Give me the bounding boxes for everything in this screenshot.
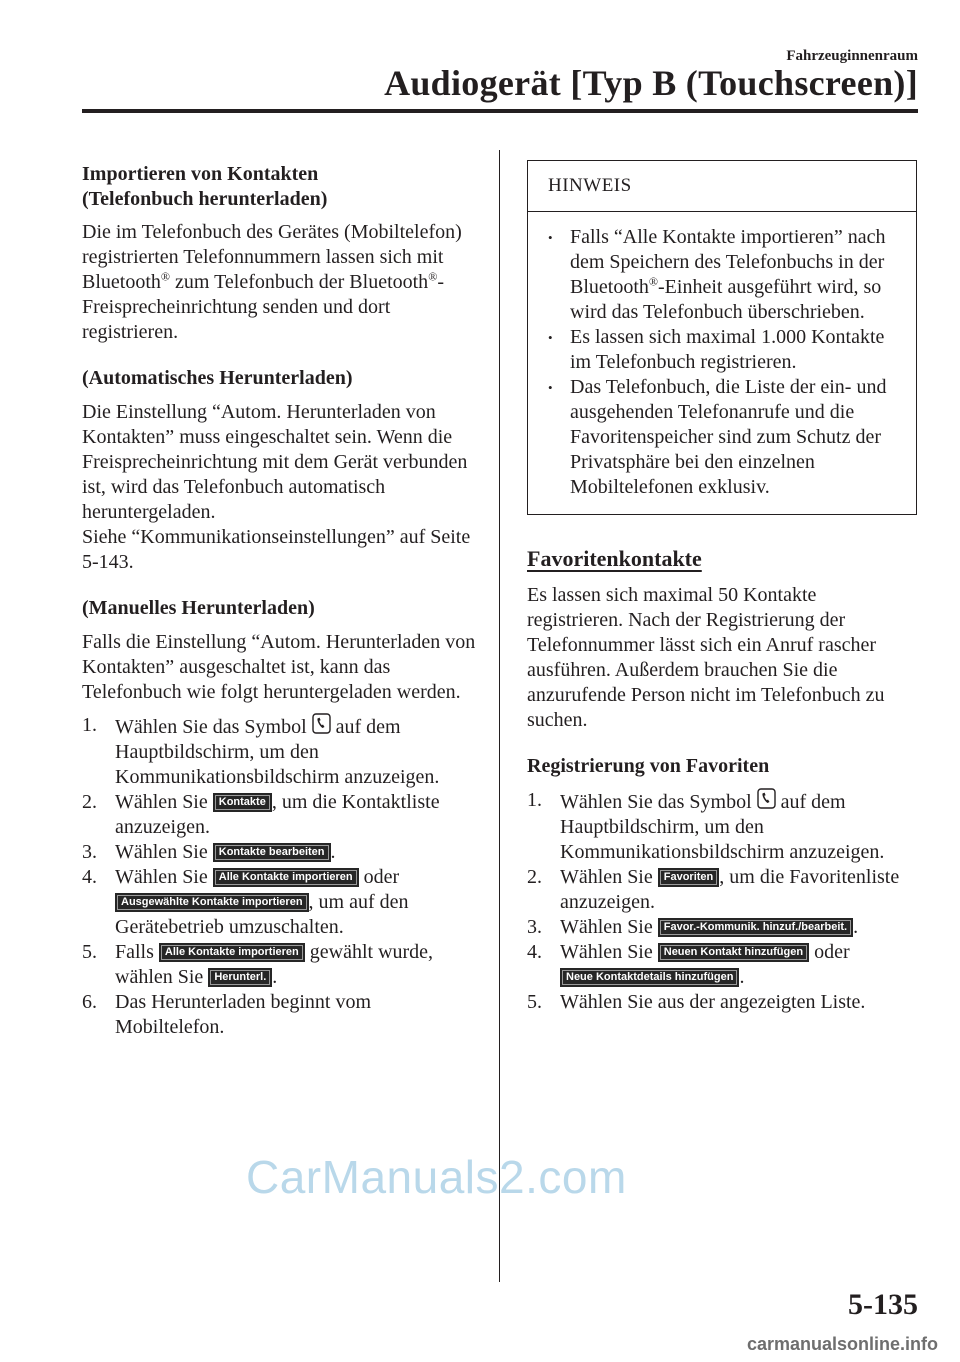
favorites-button: Favoriten <box>658 868 720 887</box>
add-new-contact-button: Neuen Kontakt hinzufügen <box>658 943 809 962</box>
auto-paragraph: Die Einstellung “Autom. Herunterladen von Kontakten” muss eingeschaltet sein. Wenn die Freisprecheinrichtung mit dem Gerät verbunden ist, wird das Telefonbuch automatisch heruntergeladen. <box>82 401 468 523</box>
phone-icon <box>757 788 776 809</box>
step-item <box>527 940 917 990</box>
intro-text-a: Die im Telefonbuch des Gerätes (Mobiltelefon) registrierten Telefonnummern lassen sich mit Bluetooth <box>82 221 462 293</box>
step-text: gewählt wurde, wählen Sie <box>115 941 434 988</box>
note-title: HINWEIS <box>528 161 916 212</box>
favorite-steps <box>527 788 917 1015</box>
step-text: . <box>853 916 859 938</box>
step-text: auf dem Hauptbildschirm, um den Kommunikationsbildschirm anzuzeigen. <box>560 791 885 863</box>
add-contact-details-button: Neue Kontaktdetails hinzufügen <box>560 968 739 987</box>
step-item <box>82 840 482 865</box>
contacts-button: Kontakte <box>213 793 272 812</box>
step-text: oder <box>809 941 850 963</box>
step-text: Wählen Sie <box>115 866 213 888</box>
step-text: , um auf den Gerätebetrieb umzuschalten. <box>115 891 409 938</box>
step-item <box>82 990 482 1040</box>
favorites-paragraph: Es lassen sich maximal 50 Kontakte registrieren. Nach der Registrierung der Telefonnummer lässt sich ein Anruf rascher ausführen. Außerdem brauchen Sie die anzurufende Person nicht im Telefonbuch zu suchen. <box>527 584 885 731</box>
step-number: 4. <box>527 941 542 963</box>
note-text: Falls “Alle Kontakte importieren” nach dem Speichern des Telefonbuchs in der Bluetooth <box>570 226 886 298</box>
note-bullet: • Es lassen sich maximal 1.000 Kontakte im Telefonbuch registrieren. <box>548 325 908 375</box>
step-text: . <box>739 966 745 988</box>
step-text: Falls <box>115 941 159 963</box>
step-text: Wählen Sie aus der angezeigten Liste. <box>560 991 866 1013</box>
registered-mark: ® <box>160 269 171 284</box>
step-number: 3. <box>82 841 97 863</box>
step-item <box>527 915 917 940</box>
step-item <box>527 865 917 915</box>
manual-heading: (Manuelles Herunterladen) <box>82 597 315 619</box>
step-number: 4. <box>82 866 97 888</box>
step-text: Wählen Sie das Symbol <box>115 716 312 738</box>
intro-text-c: -Freisprecheinrichtung senden und dort registrieren. <box>82 271 444 343</box>
step-number: 5. <box>527 991 542 1013</box>
section-label: Fahrzeuginnenraum <box>786 48 918 64</box>
register-heading: Registrierung von Favoriten <box>527 755 770 777</box>
section-heading <box>82 162 482 212</box>
step-number: 5. <box>82 941 97 963</box>
step-item <box>527 788 917 865</box>
step-item <box>82 865 482 940</box>
note-box <box>527 160 917 515</box>
step-text: Wählen Sie <box>115 841 213 863</box>
left-column <box>82 162 482 1040</box>
column-divider <box>499 150 500 1282</box>
step-item <box>82 940 482 990</box>
favorites-heading: Favoritenkontakte <box>527 546 702 571</box>
page-title: Audiogerät [Typ B (Touchscreen)] <box>384 63 918 103</box>
registered-mark: ® <box>648 274 659 289</box>
registered-mark: ® <box>428 269 438 284</box>
step-text: , um die Favoritenliste anzuzeigen. <box>560 866 900 913</box>
step-text: Wählen Sie <box>560 941 658 963</box>
step-number: 2. <box>82 791 97 813</box>
heading-line-2: (Telefonbuch herunterladen) <box>82 188 328 210</box>
step-text: , um die Kontaktliste anzuzeigen. <box>115 791 440 838</box>
auto-heading: (Automatisches Herunterladen) <box>82 367 353 389</box>
note-body <box>528 212 916 514</box>
edit-favorites-button: Favor.-Kommunik. hinzuf./bearbeit. <box>658 918 853 937</box>
step-item <box>82 713 482 790</box>
step-number: 3. <box>527 916 542 938</box>
step-text: Das Herunterladen beginnt vom Mobiltelefon. <box>115 991 372 1038</box>
page-number: 5-135 <box>848 1288 918 1321</box>
step-item <box>82 790 482 840</box>
watermark: CarManuals2.com <box>246 1151 627 1203</box>
step-number: 2. <box>527 866 542 888</box>
note-bullet <box>548 225 908 325</box>
header-rule <box>82 109 918 113</box>
step-item <box>527 990 917 1015</box>
auto-reference: Siehe “Kommunikationseinstellungen” auf Seite 5-143. <box>82 526 471 573</box>
step-text: Wählen Sie <box>560 866 658 888</box>
footer-url[interactable]: carmanualsonline.info <box>746 1334 938 1354</box>
step-text: . <box>272 966 278 988</box>
right-column <box>527 160 917 1015</box>
import-all-button: Alle Kontakte importieren <box>159 943 305 962</box>
import-selected-button: Ausgewählte Kontakte importieren <box>115 893 309 912</box>
step-number: 1. <box>82 714 97 736</box>
heading-line-1: Importieren von Kontakten <box>82 163 319 185</box>
intro-paragraph <box>82 220 482 345</box>
step-text: . <box>330 841 336 863</box>
intro-text-b: zum Telefonbuch der Bluetooth <box>170 271 429 293</box>
edit-contacts-button: Kontakte bearbeiten <box>213 843 331 862</box>
step-number: 6. <box>82 991 97 1013</box>
manual-paragraph: Falls die Einstellung “Autom. Herunterladen von Kontakten” ausgeschaltet ist, kann das Telefonbuch wie folgt heruntergeladen werden. <box>82 631 476 703</box>
step-text: Wählen Sie <box>115 791 213 813</box>
step-text: oder <box>358 866 400 888</box>
phone-icon <box>312 713 331 734</box>
import-all-button: Alle Kontakte importieren <box>213 868 359 887</box>
step-text: Wählen Sie <box>560 916 658 938</box>
step-text: auf dem Hauptbildschirm, um den Kommunikationsbildschirm anzuzeigen. <box>115 716 440 788</box>
note-text: -Einheit ausgeführt wird, so wird das Telefonbuch überschrieben. <box>570 276 882 323</box>
download-button: Herunterl. <box>208 968 272 987</box>
step-text: Wählen Sie das Symbol <box>560 791 757 813</box>
step-number: 1. <box>527 789 542 811</box>
download-steps <box>82 713 482 1040</box>
note-bullet: • Das Telefonbuch, die Liste der ein- und ausgehenden Telefonanrufe und die Favoritenspeicher sind zum Schutz der Privatsphäre bei den einzelnen Mobiltelefonen exklusiv. <box>548 375 908 500</box>
